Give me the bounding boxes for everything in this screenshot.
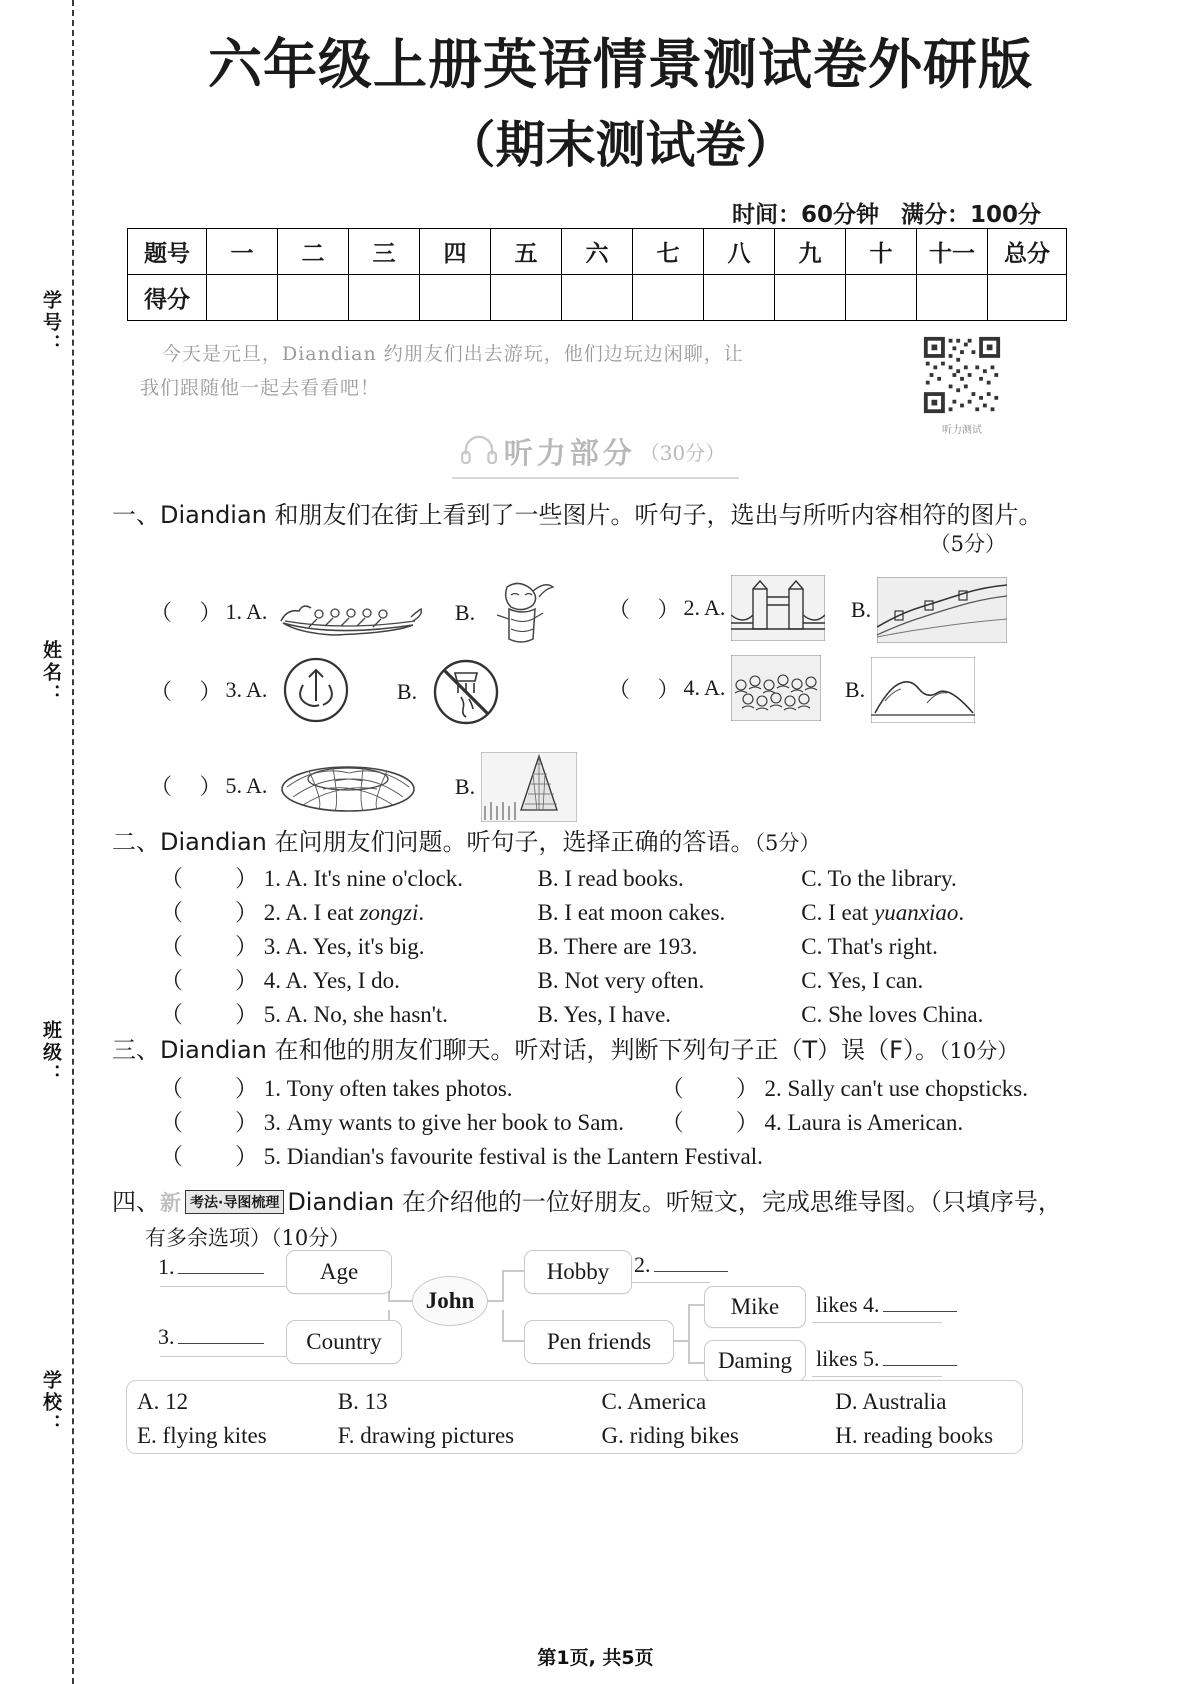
crowd-image[interactable] (731, 655, 821, 721)
q2-item-1-number: 1. (263, 866, 281, 891)
score-col-3: 三 (349, 229, 420, 275)
margin-label-name: 姓名： (40, 640, 61, 706)
q2-item-2-option-a[interactable]: A. I eat zongzi. (285, 900, 425, 925)
q1-answer-blank-1[interactable]: （ ） (150, 600, 222, 625)
q2-item-2-number: 2. (263, 900, 281, 925)
q3-item-4-text: 4. Laura is American. (764, 1110, 964, 1135)
question-4-text-line2: 有多余选项）（10分） (145, 1226, 351, 1250)
q1-item-3-number: 3. (225, 677, 243, 702)
q4-option-f[interactable]: F. drawing pictures (337, 1423, 515, 1448)
q4-option-g[interactable]: G. riding bikes (601, 1423, 739, 1448)
mm-box-age[interactable]: Age (286, 1250, 392, 1294)
question-2-points: （5分） (754, 831, 821, 855)
question-3-heading (112, 1030, 1018, 1065)
question-4-heading (112, 1182, 1062, 1217)
question-2-heading (112, 822, 820, 857)
intro-text (140, 337, 830, 405)
q2-item-1-option-c[interactable]: C. To the library. (801, 866, 957, 891)
score-cell-9[interactable] (775, 275, 846, 321)
score-cell-1[interactable] (207, 275, 278, 321)
score-cell-7[interactable] (633, 275, 704, 321)
great-wall-image[interactable] (877, 577, 1007, 643)
q4-option-c[interactable]: C. America (601, 1389, 707, 1414)
q1-answer-blank-2[interactable]: （ ） (608, 596, 680, 622)
q2-item-3 (160, 928, 938, 961)
score-cell-2[interactable] (278, 275, 349, 321)
mm-hobby-blank-number: 2. (634, 1252, 651, 1277)
mountain-image[interactable] (871, 657, 975, 723)
listening-section-banner (0, 428, 1191, 479)
q2-item-4-option-c[interactable]: C. Yes, I can. (801, 968, 924, 993)
score-col-10: 十 (846, 229, 917, 275)
score-col-5: 五 (491, 229, 562, 275)
mindmap-diagram (150, 1248, 1030, 1378)
method-badge: 考法·导图梳理 (185, 1190, 284, 1214)
q2-item-3-option-b[interactable]: B. There are 193. (537, 934, 698, 959)
birds-nest-stadium-image[interactable] (273, 757, 423, 815)
mm-line-daming (812, 1376, 942, 1377)
q1-item-2 (608, 575, 1013, 643)
mm-country-blank-number: 3. (158, 1324, 175, 1349)
margin-label-class: 班级： (40, 1020, 61, 1086)
score-col-4: 四 (420, 229, 491, 275)
time-label: 时间：60分钟 (731, 202, 879, 228)
q2-item-5-option-c[interactable]: C. She loves China. (801, 1002, 984, 1027)
q1-item-1-option-b-label: B. (454, 600, 476, 625)
mm-daming-likes-text: likes 5. (816, 1346, 880, 1371)
question-4-text: Diandian 在介绍他的一位好朋友。听短文，完成思维导图。（只填序号， (287, 1188, 1062, 1216)
q2-item-3-option-c[interactable]: C. That's right. (801, 934, 938, 959)
score-col-11: 十一 (917, 229, 988, 275)
mm-box-mike[interactable]: Mike (704, 1286, 806, 1328)
mm-line-age (160, 1286, 300, 1287)
q3-item-1-text: 1. Tony often takes photos. (263, 1076, 513, 1101)
score-table (127, 228, 1067, 321)
q3-item-2-text: 2. Sally can't use chopsticks. (764, 1076, 1028, 1101)
dragon-boat-image[interactable] (273, 581, 423, 643)
q1-item-5-option-a-label: A. (246, 772, 268, 798)
mm-center-john[interactable]: John (412, 1276, 488, 1326)
q2-item-1 (160, 860, 957, 893)
new-badge: 新 (160, 1191, 181, 1215)
mm-line-country (160, 1356, 300, 1357)
mm-box-hobby[interactable]: Hobby (524, 1250, 632, 1294)
listening-banner-points: （30分） (639, 441, 726, 465)
dashed-cut-line (72, 0, 74, 1684)
mm-connector-hobby-v (502, 1270, 504, 1300)
score-cell-8[interactable] (704, 275, 775, 321)
q4-option-d[interactable]: D. Australia (835, 1389, 947, 1414)
score-col-6: 六 (562, 229, 633, 275)
question-1-text: Diandian 和朋友们在街上看到了一些图片。听句子，选出与所听内容相符的图片。 (160, 501, 1043, 529)
q3-answer-blank-1[interactable]: （ ） (160, 1076, 258, 1101)
q2-item-4-option-b[interactable]: B. Not very often. (537, 968, 705, 993)
mm-box-country[interactable]: Country (286, 1320, 402, 1364)
q2-item-5-option-b[interactable]: B. Yes, I have. (537, 1002, 672, 1027)
q1-item-3-option-a-label: A. (246, 677, 268, 702)
headphone-icon (460, 434, 498, 464)
score-col-8: 八 (704, 229, 775, 275)
page-subtitle: （期末测试卷） (445, 116, 796, 174)
shard-building-image[interactable] (481, 752, 577, 822)
score-cell-4[interactable] (420, 275, 491, 321)
recycle-sign-image[interactable] (273, 655, 359, 725)
question-3-text: Diandian 在和他的朋友们聊天。听对话，判断下列句子正（T）误（F）。 (160, 1036, 939, 1064)
q4-option-e[interactable]: E. flying kites (137, 1423, 267, 1448)
mm-line-mike (812, 1322, 942, 1323)
page-title: 六年级上册英语情景测试卷外研版 (208, 33, 1033, 96)
q1-answer-blank-4[interactable]: （ ） (608, 676, 680, 702)
mm-mike-likes-text: likes 4. (816, 1292, 880, 1317)
full-score-label: 满分：100分 (900, 202, 1041, 228)
question-1-heading (112, 495, 1043, 530)
q2-answer-blank-4[interactable]: （ ） (160, 968, 258, 993)
q3-answer-blank-2[interactable]: （ ） (660, 1076, 759, 1101)
score-col-2: 二 (278, 229, 349, 275)
q3-answer-blank-3[interactable]: （ ） (160, 1110, 258, 1135)
score-cell-11[interactable] (917, 275, 988, 321)
question-3-points: （10分） (938, 1039, 1019, 1063)
margin-label-school: 学校： (40, 1370, 61, 1436)
score-col-9: 九 (775, 229, 846, 275)
question-2-number: 二、 (112, 828, 160, 856)
q1-item-3 (150, 655, 515, 727)
q1-item-5-number: 5. (225, 772, 243, 798)
mm-connector-branch-v (688, 1304, 690, 1364)
mm-box-penfriends[interactable]: Pen friends (524, 1320, 674, 1364)
q1-item-2-option-a-label: A. (704, 595, 726, 620)
qr-caption: 听力测试 (942, 425, 982, 436)
q1-item-4 (608, 655, 981, 723)
q2-item-4-option-a[interactable]: A. Yes, I do. (285, 968, 400, 993)
mm-country-blank[interactable] (158, 1324, 264, 1350)
q2-item-5-number: 5. (263, 1002, 281, 1027)
score-col-total: 总分 (988, 229, 1067, 275)
q1-item-1 (150, 575, 565, 651)
q2-answer-blank-3[interactable]: （ ） (160, 934, 258, 959)
score-cell-10[interactable] (846, 275, 917, 321)
q2-item-2-option-b[interactable]: B. I eat moon cakes. (537, 900, 726, 925)
score-cell-3[interactable] (349, 275, 420, 321)
q3-row-3 (160, 1138, 763, 1171)
qr-code-icon[interactable] (913, 335, 1011, 415)
q4-options-box (126, 1380, 1023, 1454)
mm-line-hobby-blank (620, 1282, 710, 1283)
q1-item-2-number: 2. (683, 595, 701, 620)
q1-item-2-option-b-label: B. (850, 596, 872, 622)
listening-banner-title: 听力部分 (503, 436, 636, 470)
no-littering-sign-image[interactable] (423, 657, 509, 727)
q1-item-1-number: 1. (225, 598, 243, 624)
question-3-number: 三、 (112, 1036, 160, 1064)
q4-options-row-1 (137, 1389, 1012, 1415)
q1-answer-blank-5[interactable]: （ ） (150, 774, 222, 799)
q3-row-2 (160, 1104, 963, 1137)
q2-item-4 (160, 962, 923, 995)
q4-option-a[interactable]: A. 12 (137, 1389, 189, 1414)
question-1-number: 一、 (112, 501, 160, 529)
score-cell-5[interactable] (491, 275, 562, 321)
score-col-7: 七 (633, 229, 704, 275)
q2-item-2 (160, 894, 964, 927)
q4-options-row-2 (137, 1423, 1012, 1449)
q1-item-4-option-a-label: A. (704, 675, 726, 700)
score-col-1: 一 (207, 229, 278, 275)
question-2-text: Diandian 在问朋友们问题。听句子，选择正确的答语。 (160, 828, 755, 856)
qr-code-block (908, 335, 1016, 436)
margin-label-student-id: 学号： (40, 290, 61, 356)
question-4-number: 四、 (112, 1188, 160, 1216)
mm-hobby-blank[interactable] (634, 1252, 728, 1278)
q3-answer-blank-5[interactable]: （ ） (160, 1144, 258, 1169)
q2-item-1-option-b[interactable]: B. I read books. (537, 866, 684, 891)
mm-mike-likes[interactable] (816, 1292, 957, 1318)
q2-item-5-option-a[interactable]: A. No, she hasn't. (285, 1002, 449, 1027)
q2-item-3-option-a[interactable]: A. Yes, it's big. (285, 934, 425, 959)
tower-bridge-image[interactable] (731, 575, 825, 641)
q2-item-5 (160, 996, 983, 1029)
q3-item-3-text: 3. Amy wants to give her book to Sam. (263, 1110, 625, 1135)
q2-item-3-number: 3. (263, 934, 281, 959)
score-cell-total[interactable] (988, 275, 1067, 321)
q3-row-1 (160, 1070, 1028, 1103)
q4-option-b[interactable]: B. 13 (337, 1389, 388, 1414)
q2-item-1-option-a[interactable]: A. It's nine o'clock. (285, 866, 464, 891)
intro-line-2-text: 我们跟随他一起去看看吧！ (140, 377, 381, 399)
dragon-dance-image[interactable] (481, 575, 559, 651)
q3-answer-blank-4[interactable]: （ ） (660, 1110, 759, 1135)
page-footer: 第1页, 共5页 (537, 1647, 654, 1669)
q2-answer-blank-5[interactable]: （ ） (160, 1002, 258, 1027)
q1-answer-blank-3[interactable]: （ ） (150, 678, 222, 704)
exam-meta (718, 196, 1041, 229)
mm-connector-pf-v (502, 1310, 504, 1340)
mm-age-blank-number: 1. (158, 1254, 175, 1279)
q3-item-5-text: 5. Diandian's favourite festival is the Lantern Festival. (263, 1144, 763, 1169)
q1-item-4-number: 4. (683, 675, 701, 700)
mm-box-daming[interactable]: Daming (704, 1340, 806, 1382)
q1-item-1-option-a-label: A. (246, 598, 268, 624)
score-table-row-label: 题号 (128, 229, 207, 275)
score-cell-6[interactable] (562, 275, 633, 321)
q4-option-h[interactable]: H. reading books (835, 1423, 994, 1448)
q2-item-4-number: 4. (263, 968, 281, 993)
q1-item-3-option-b-label: B. (396, 678, 418, 704)
q2-item-2-option-c[interactable]: C. I eat yuanxiao. (801, 900, 965, 925)
mm-age-blank[interactable] (158, 1254, 264, 1280)
intro-line-1-text: 今天是元旦，Diandian 约朋友们出去游玩，他们边玩边闲聊，让 (162, 343, 744, 365)
q1-item-4-option-b-label: B. (844, 676, 866, 702)
q2-answer-blank-2[interactable]: （ ） (160, 900, 258, 925)
q2-answer-blank-1[interactable]: （ ） (160, 866, 258, 891)
mm-daming-likes[interactable] (816, 1346, 957, 1372)
score-row-label: 得分 (128, 275, 207, 321)
q1-item-5 (150, 752, 583, 822)
question-1-points: （5分） (929, 532, 1006, 556)
table-row-header (128, 229, 1067, 275)
q1-item-5-option-b-label: B. (454, 774, 476, 799)
table-row-scores (128, 275, 1067, 321)
